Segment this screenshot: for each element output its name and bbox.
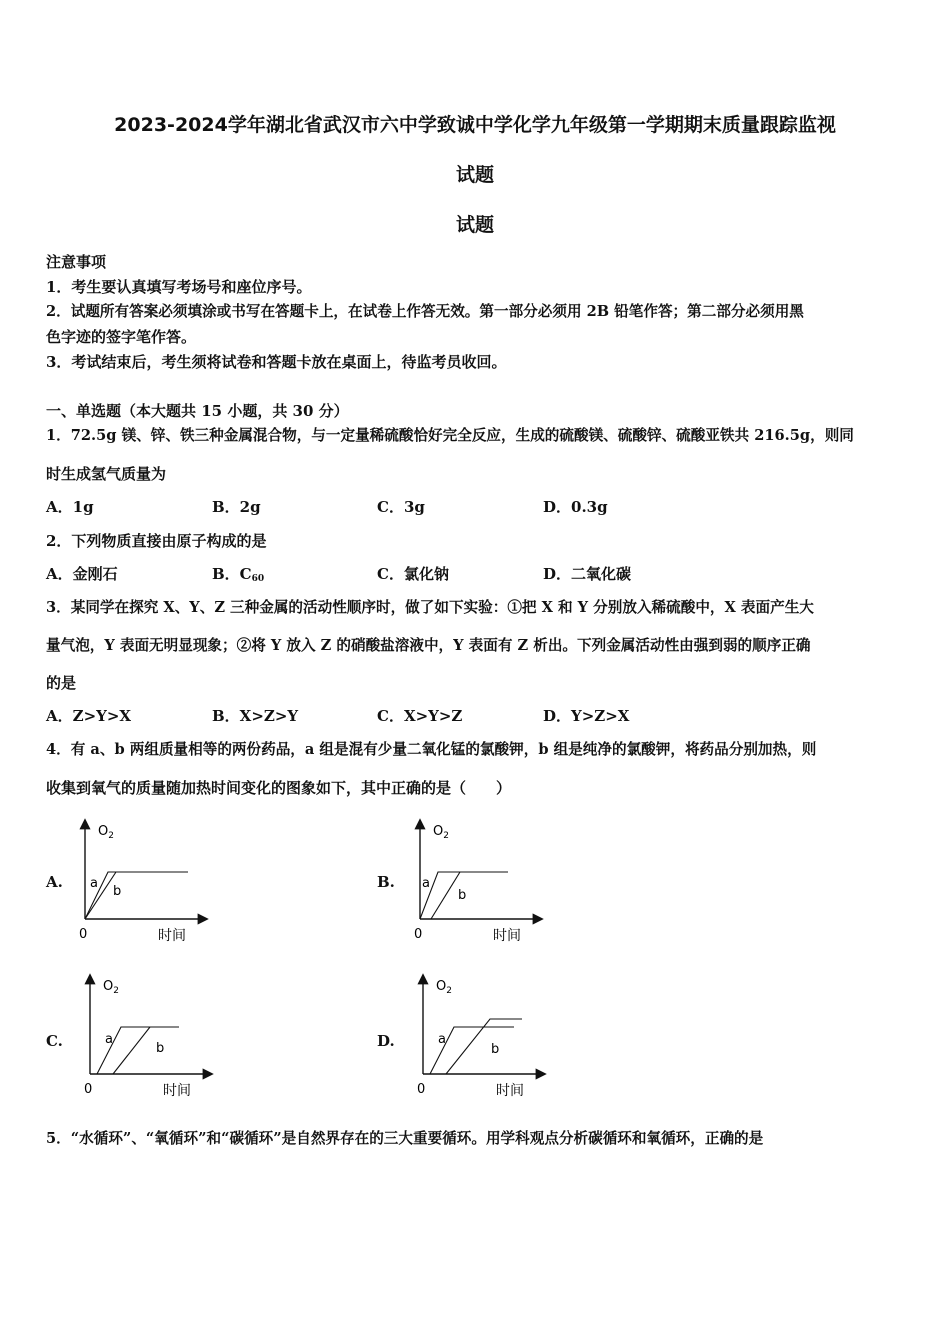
notice-heading: 注意事项	[46, 253, 107, 271]
x-axis-label: 时间	[493, 928, 521, 944]
series-a-label: a	[438, 1032, 446, 1047]
page-subtitle: 试题	[455, 214, 494, 236]
series-b-label: b	[113, 884, 122, 899]
series-b-label: b	[156, 1041, 165, 1056]
q2-option-a: A．金刚石	[46, 565, 118, 583]
q4-stem-line2: 收集到氧气的质量随加热时间变化的图象如下，其中正确的是（ ）	[46, 779, 512, 797]
q2-option-b: B．$C_{60}$	[212, 565, 265, 584]
page-title: 2023-2024学年湖北省武汉市六中学致诚中学化学九年级第一学期期末质量跟踪监视	[114, 114, 836, 136]
q4-graph-c	[75, 970, 225, 1100]
q3-option-d: D．Y>Z>X	[543, 707, 630, 725]
q4-option-c-label: C.	[46, 1032, 63, 1050]
series-b-line	[113, 1027, 150, 1074]
q5-stem: 5．“水循环”、“氧循环”和“碳循环”是自然界存在的三大重要循环。用学科观点分析碳循环和氧循环，正确的是	[46, 1130, 764, 1147]
q4-graph-d	[408, 970, 558, 1100]
origin-label: 0	[79, 927, 88, 942]
y-axis-label: $O_2$	[433, 824, 449, 841]
page-title-line2: 试题	[455, 164, 494, 186]
section-heading: 一、单选题（本大题共 15 小题，共 30 分）	[46, 402, 349, 420]
series-a-label: a	[90, 876, 98, 891]
series-b-label: b	[458, 888, 467, 903]
y-axis-label: $O_2$	[98, 824, 114, 841]
q3-stem-line3: 的是	[46, 674, 77, 692]
q4-option-a-label: A.	[46, 873, 63, 891]
q3-stem-line2: 量气泡，Y 表面无明显现象；②将 Y 放入 Z 的硝酸盐溶液中，Y 表面有 Z 析出。下列金属活动性由强到弱的顺序正确	[46, 637, 811, 654]
q4-option-d-label: D.	[377, 1032, 395, 1050]
notice-item-2: 2．试题所有答案必须填涂或书写在答题卡上，在试卷上作答无效。第一部分必须用 2B 铅笔作答；第二部分必须用黑	[46, 303, 804, 320]
q3-option-a: A．Z>Y>X	[46, 707, 132, 725]
q3-stem-line1: 3．某同学在探究 X、Y、Z 三种金属的活动性顺序时，做了如下实验：①把 X 和 Y 分别放入稀硫酸中，X 表面产生大	[46, 599, 814, 616]
notice-item-3: 3．考试结束后，考生须将试卷和答题卡放在桌面上，待监考员收回。	[46, 353, 507, 371]
series-a-label: a	[422, 876, 430, 891]
series-a-label: a	[105, 1032, 113, 1047]
x-axis-label: 时间	[163, 1083, 191, 1099]
q4-graph-b	[405, 815, 555, 945]
origin-label: 0	[414, 927, 423, 942]
q4-option-b-label: B.	[377, 873, 395, 891]
origin-label: 0	[84, 1082, 93, 1097]
x-axis-label: 时间	[158, 928, 186, 944]
q4-stem-line1: 4．有 a、b 两组质量相等的两份药品，a 组是混有少量二氧化锰的氯酸钾，b 组是纯净的氯酸钾，将药品分别加热，则	[46, 741, 817, 758]
q3-option-b: B．X>Z>Y	[212, 707, 299, 725]
q1-stem-line2: 时生成氢气质量为	[46, 465, 167, 483]
q2-option-d: D．二氧化碳	[543, 565, 632, 583]
q1-option-c: C．3g	[377, 498, 425, 516]
x-axis-label: 时间	[496, 1083, 524, 1099]
q4-graph-a	[70, 815, 220, 945]
series-b-label: b	[491, 1042, 500, 1057]
notice-item-1: 1．考生要认真填写考场号和座位序号。	[46, 278, 312, 296]
q1-option-a: A．1g	[46, 498, 94, 516]
y-axis-label: $O_2$	[436, 979, 452, 996]
origin-label: 0	[417, 1082, 426, 1097]
q1-option-d: D．0.3g	[543, 498, 608, 516]
notice-item-2-cont: 色字迹的签字笔作答。	[46, 328, 197, 346]
y-axis-label: $O_2$	[103, 979, 119, 996]
q3-option-c: C．X>Y>Z	[377, 707, 463, 725]
q1-stem-line1: 1．72.5g 镁、锌、铁三种金属混合物，与一定量稀硫酸恰好完全反应，生成的硫酸镁、硫酸锌、硫酸亚铁共 216.5g，则同	[46, 427, 854, 444]
q2-stem: 2．下列物质直接由原子构成的是	[46, 532, 267, 550]
q2-option-c: C．氯化钠	[377, 565, 449, 583]
q1-option-b: B．2g	[212, 498, 261, 516]
